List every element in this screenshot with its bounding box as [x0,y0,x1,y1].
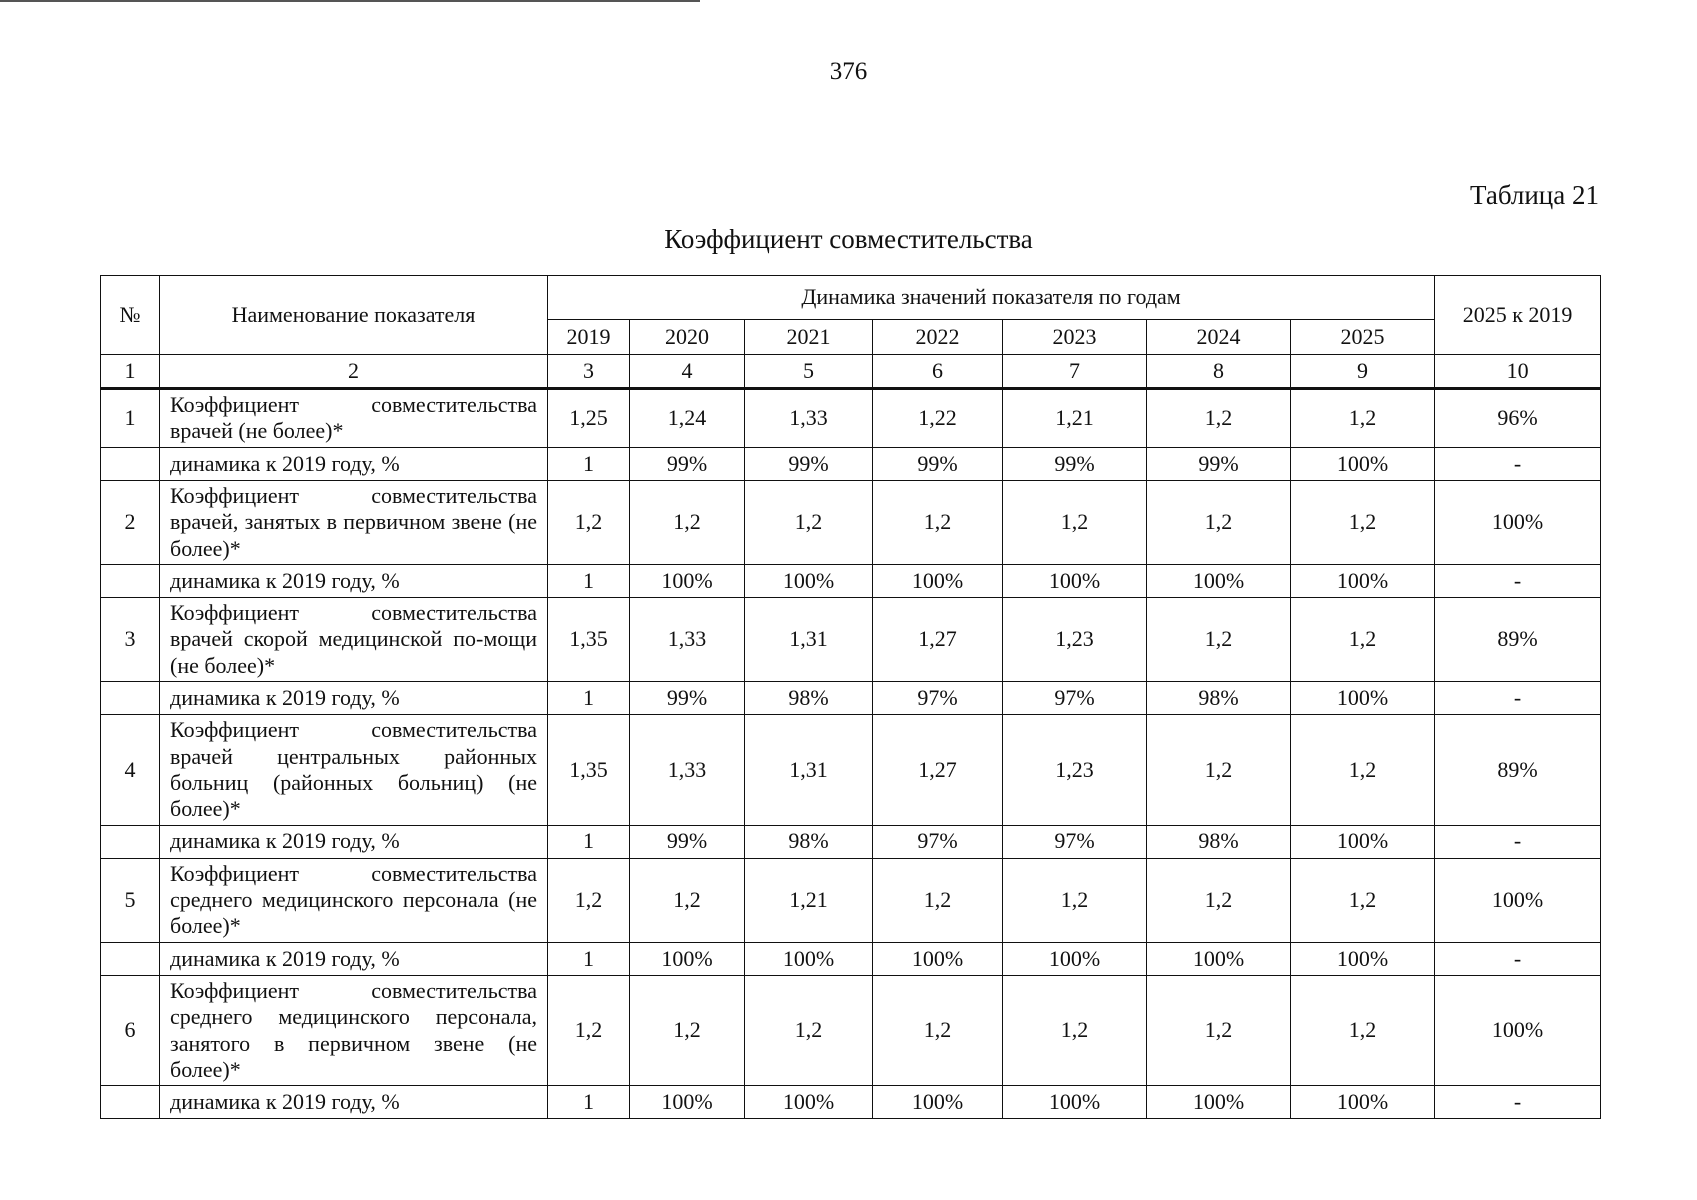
dynamics-value: 99% [873,447,1003,480]
table-caption: Таблица 21 [1470,180,1599,210]
dynamics-value: 100% [1147,942,1291,975]
row-number-empty [101,942,160,975]
dynamics-value: 1 [548,1086,630,1119]
table-row [101,715,1601,826]
year-value: 1,27 [873,715,1003,826]
column-numbers-row [101,355,1601,389]
column-number: 7 [1003,355,1147,389]
year-value: 1,2 [1291,715,1435,826]
dynamics-value: 99% [1003,447,1147,480]
dynamics-value: 100% [745,564,873,597]
row-number-empty [101,1086,160,1119]
dynamics-ratio: - [1435,564,1601,597]
year-value: 1,2 [1147,389,1291,448]
row-number-empty [101,825,160,858]
indicator-name: Коэффициент совместительства среднего медицинского персонала, занятого в первичном звене (не более)* [160,975,548,1086]
dynamics-ratio: - [1435,942,1601,975]
indicator-name: Коэффициент совместительства врачей центральных районных больниц (районных больниц) (не более)* [160,715,548,826]
dynamics-value: 98% [745,682,873,715]
dynamics-value: 98% [745,825,873,858]
ratio-value: 89% [1435,597,1601,681]
header-year: 2022 [873,320,1003,355]
year-value: 1,2 [548,975,630,1086]
indicator-name: Коэффициент совместительства врачей (не более)* [160,389,548,448]
dynamics-ratio: - [1435,447,1601,480]
year-value: 1,27 [873,597,1003,681]
row-number-empty [101,682,160,715]
dynamics-value: 100% [873,564,1003,597]
year-value: 1,2 [1147,715,1291,826]
column-number: 9 [1291,355,1435,389]
table-row [101,975,1601,1086]
dynamics-row [101,447,1601,480]
ratio-value: 96% [1435,389,1601,448]
year-value: 1,21 [745,858,873,942]
table-row [101,858,1601,942]
dynamics-value: 100% [1147,564,1291,597]
dynamics-value: 99% [630,447,745,480]
dynamics-ratio: - [1435,682,1601,715]
year-value: 1,23 [1003,597,1147,681]
year-value: 1,33 [630,597,745,681]
year-value: 1,2 [1147,858,1291,942]
column-number: 2 [160,355,548,389]
year-value: 1,2 [745,975,873,1086]
row-number-empty [101,447,160,480]
header-row [101,276,1601,320]
year-value: 1,35 [548,715,630,826]
year-value: 1,2 [548,858,630,942]
row-number-empty [101,564,160,597]
dynamics-value: 1 [548,447,630,480]
indicator-name: Коэффициент совместительства врачей, занятых в первичном звене (не более)* [160,480,548,564]
dynamics-label: динамика к 2019 году, % [160,1086,548,1119]
row-number: 6 [101,975,160,1086]
header-year: 2023 [1003,320,1147,355]
dynamics-label: динамика к 2019 году, % [160,447,548,480]
dynamics-value: 100% [1003,942,1147,975]
dynamics-value: 100% [630,1086,745,1119]
year-value: 1,2 [1291,480,1435,564]
header-ratio-2025-2019: 2025 к 2019 [1435,276,1601,355]
year-value: 1,35 [548,597,630,681]
dynamics-value: 100% [1291,1086,1435,1119]
year-value: 1,2 [1147,975,1291,1086]
year-value: 1,33 [745,389,873,448]
dynamics-ratio: - [1435,1086,1601,1119]
dynamics-value: 100% [1003,1086,1147,1119]
year-value: 1,31 [745,715,873,826]
year-value: 1,2 [630,858,745,942]
dynamics-value: 100% [745,1086,873,1119]
row-number: 4 [101,715,160,826]
year-value: 1,25 [548,389,630,448]
header-indicator-name: Наименование показателя [160,276,548,355]
dynamics-value: 1 [548,942,630,975]
header-year: 2019 [548,320,630,355]
year-value: 1,21 [1003,389,1147,448]
table-row [101,597,1601,681]
year-value: 1,2 [745,480,873,564]
row-number: 1 [101,389,160,448]
year-value: 1,33 [630,715,745,826]
column-number: 1 [101,355,160,389]
dynamics-value: 99% [745,447,873,480]
dynamics-value: 97% [1003,825,1147,858]
ratio-value: 100% [1435,480,1601,564]
dynamics-label: динамика к 2019 году, % [160,564,548,597]
table-row [101,389,1601,448]
year-value: 1,2 [630,975,745,1086]
column-number: 4 [630,355,745,389]
dynamics-value: 100% [1291,447,1435,480]
dynamics-value: 100% [630,564,745,597]
year-value: 1,2 [1147,480,1291,564]
header-year: 2021 [745,320,873,355]
dynamics-value: 100% [1003,564,1147,597]
table-row [101,480,1601,564]
row-number: 2 [101,480,160,564]
dynamics-value: 100% [630,942,745,975]
header-number: № [101,276,160,355]
dynamics-value: 100% [745,942,873,975]
dynamics-row [101,942,1601,975]
dynamics-row [101,825,1601,858]
dynamics-value: 100% [1291,564,1435,597]
year-value: 1,2 [1291,858,1435,942]
dynamics-value: 100% [873,942,1003,975]
ratio-value: 100% [1435,858,1601,942]
dynamics-label: динамика к 2019 году, % [160,825,548,858]
year-value: 1,22 [873,389,1003,448]
year-value: 1,2 [873,480,1003,564]
header-year: 2020 [630,320,745,355]
coefficient-table [100,275,1601,1119]
dynamics-row [101,564,1601,597]
table-title: Коэффициент совместительства [664,224,1033,254]
year-value: 1,2 [548,480,630,564]
dynamics-value: 100% [1291,942,1435,975]
dynamics-row [101,1086,1601,1119]
dynamics-value: 97% [873,682,1003,715]
year-value: 1,2 [1291,975,1435,1086]
year-value: 1,2 [1003,975,1147,1086]
year-value: 1,2 [873,858,1003,942]
dynamics-value: 1 [548,825,630,858]
dynamics-value: 97% [1003,682,1147,715]
dynamics-label: динамика к 2019 году, % [160,682,548,715]
year-value: 1,2 [1147,597,1291,681]
ratio-value: 89% [1435,715,1601,826]
dynamics-value: 99% [1147,447,1291,480]
column-number: 8 [1147,355,1291,389]
dynamics-value: 97% [873,825,1003,858]
header-year: 2025 [1291,320,1435,355]
year-value: 1,2 [1291,389,1435,448]
dynamics-value: 98% [1147,825,1291,858]
year-value: 1,2 [873,975,1003,1086]
row-number: 3 [101,597,160,681]
row-number: 5 [101,858,160,942]
header-year: 2024 [1147,320,1291,355]
indicator-name: Коэффициент совместительства среднего медицинского персонала (не более)* [160,858,548,942]
year-value: 1,2 [1003,480,1147,564]
page-number: 376 [829,58,868,85]
header-dynamics-by-year: Динамика значений показателя по годам [548,276,1435,320]
dynamics-value: 1 [548,682,630,715]
dynamics-value: 100% [1147,1086,1291,1119]
dynamics-value: 98% [1147,682,1291,715]
year-value: 1,2 [630,480,745,564]
scan-edge-line [0,0,700,2]
column-number: 3 [548,355,630,389]
year-value: 1,2 [1291,597,1435,681]
dynamics-value: 99% [630,825,745,858]
dynamics-value: 1 [548,564,630,597]
column-number: 10 [1435,355,1601,389]
dynamics-value: 100% [1291,682,1435,715]
dynamics-row [101,682,1601,715]
dynamics-value: 100% [1291,825,1435,858]
indicator-name: Коэффициент совместительства врачей скорой медицинской по-мощи (не более)* [160,597,548,681]
ratio-value: 100% [1435,975,1601,1086]
year-value: 1,31 [745,597,873,681]
dynamics-label: динамика к 2019 году, % [160,942,548,975]
dynamics-value: 100% [873,1086,1003,1119]
dynamics-value: 99% [630,682,745,715]
year-value: 1,24 [630,389,745,448]
column-number: 6 [873,355,1003,389]
year-value: 1,23 [1003,715,1147,826]
column-number: 5 [745,355,873,389]
dynamics-ratio: - [1435,825,1601,858]
year-value: 1,2 [1003,858,1147,942]
